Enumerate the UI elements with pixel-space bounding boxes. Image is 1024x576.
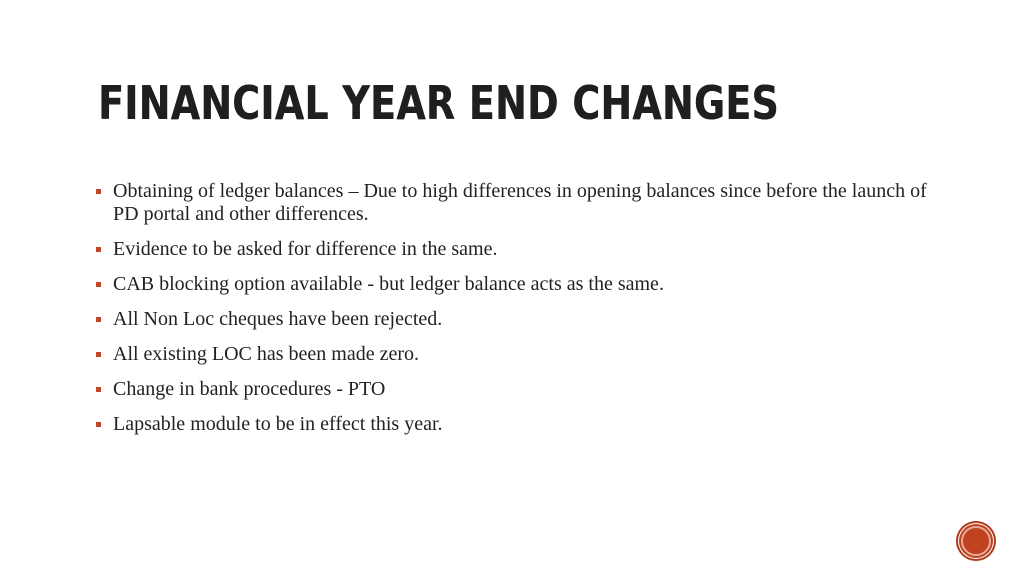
bullet-text: All Non Loc cheques have been rejected.: [113, 308, 443, 330]
bullet-item: [96, 378, 936, 401]
square-bullet-icon: [96, 317, 101, 322]
square-bullet-icon: [96, 189, 101, 194]
bullet-text: Lapsable module to be in effect this year.: [113, 413, 443, 435]
bullet-item: [96, 180, 936, 226]
bullet-list: [96, 180, 936, 448]
bullet-text: Change in bank procedures - PTO: [113, 378, 386, 400]
square-bullet-icon: [96, 387, 101, 392]
slide-nav-circle-icon[interactable]: [958, 523, 994, 559]
bullet-text: CAB blocking option available - but ledger balance acts as the same.: [113, 273, 664, 295]
square-bullet-icon: [96, 247, 101, 252]
square-bullet-icon: [96, 352, 101, 357]
slide-title: FINANCIAL YEAR END CHANGES: [98, 76, 780, 130]
bullet-item: [96, 308, 936, 331]
bullet-item: [96, 238, 936, 261]
bullet-item: [96, 273, 936, 296]
bullet-item: [96, 413, 936, 436]
bullet-text: All existing LOC has been made zero.: [113, 343, 420, 365]
square-bullet-icon: [96, 282, 101, 287]
bullet-item: [96, 343, 936, 366]
nav-circle-ring: [961, 526, 991, 556]
bullet-text: Evidence to be asked for difference in the same.: [113, 238, 498, 260]
bullet-text: Obtaining of ledger balances – Due to high differences in opening balances since before the launch of PD portal and other differences.: [113, 180, 927, 225]
square-bullet-icon: [96, 422, 101, 427]
